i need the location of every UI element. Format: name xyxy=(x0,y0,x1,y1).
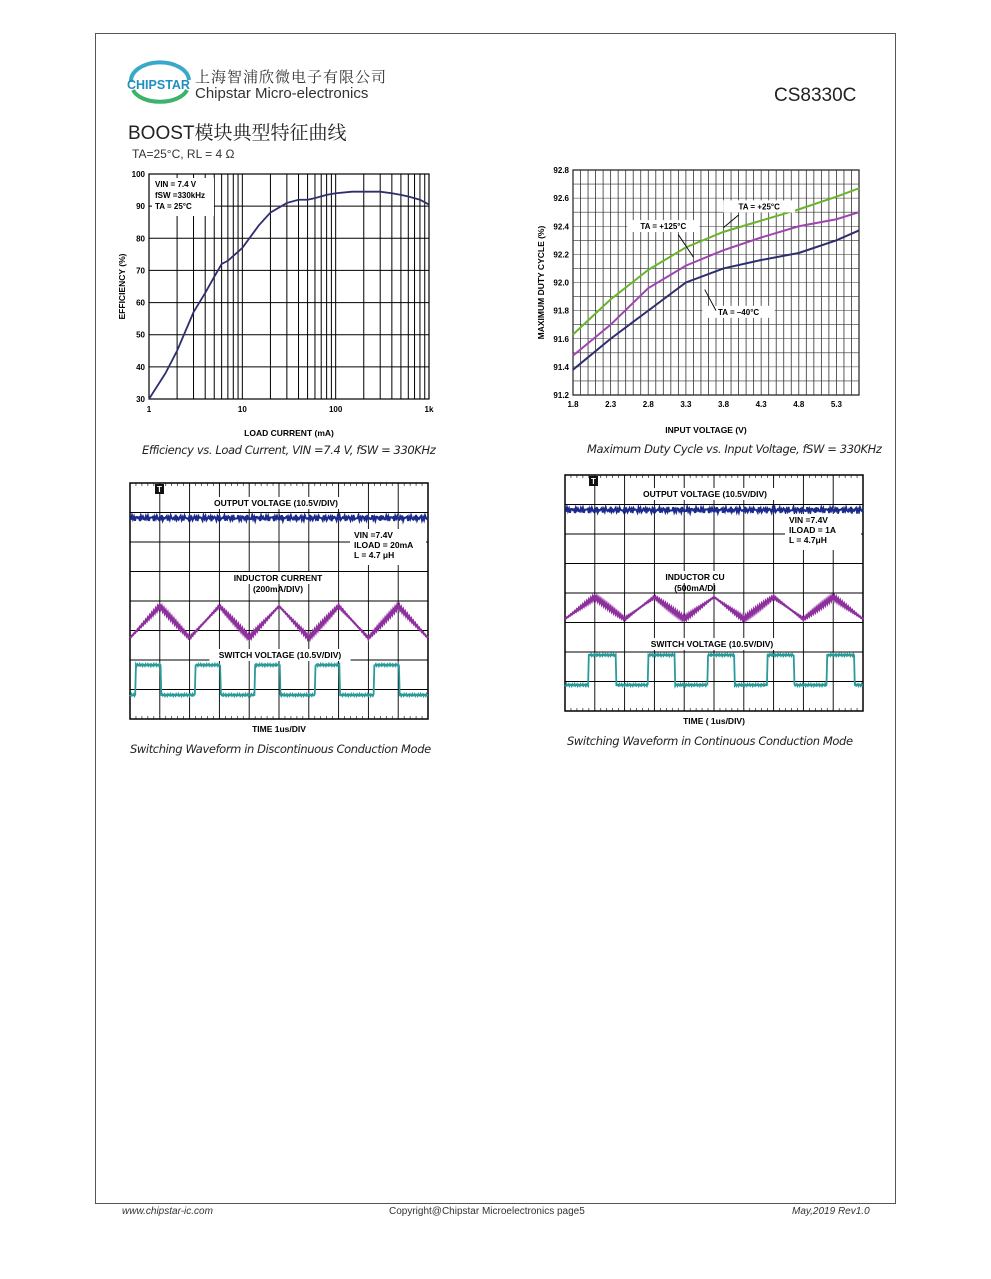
x-tick-label: 4.8 xyxy=(793,400,805,409)
y-tick-label: 92.8 xyxy=(553,166,569,175)
efficiency-chart xyxy=(110,162,450,442)
y-tick-label: 60 xyxy=(136,298,145,308)
y-tick-label: 30 xyxy=(136,395,145,404)
y-tick-label: 90 xyxy=(136,202,145,212)
output-voltage-label: OUTPUT VOLTAGE (10.5V/DIV) xyxy=(214,498,338,508)
switch-voltage-label: SWITCH VOLTAGE (10.5V/DIV) xyxy=(218,650,342,660)
ccm-waveform-chart xyxy=(555,468,875,734)
y-tick-label: 91.2 xyxy=(553,391,569,400)
x-tick-label: 1k xyxy=(424,405,434,414)
trigger-label: T xyxy=(591,477,596,486)
footer-copyright: Copyright@Chipstar Microelectronics page5 xyxy=(389,1206,585,1217)
x-tick-label: 5.3 xyxy=(830,400,842,409)
ccm-caption: Switching Waveform in Continuous Conduction Mode xyxy=(567,734,853,748)
chipstar-logo xyxy=(125,60,195,106)
x-axis-label: LOAD CURRENT (mA) xyxy=(244,428,334,438)
y-tick-label: 100 xyxy=(131,170,145,179)
y-tick-label: 50 xyxy=(136,330,145,340)
company-name-cn: 上海智浦欣微电子有限公司 xyxy=(195,69,388,86)
series-label: TA = –40°C xyxy=(717,307,760,317)
x-tick-label: 2.8 xyxy=(642,400,654,409)
inductor-current-label: INDUCTOR CU xyxy=(665,572,725,582)
dcm-caption: Switching Waveform in Discontinuous Conduction Mode xyxy=(130,742,431,756)
footer-website[interactable]: www.chipstar-ic.com xyxy=(122,1206,213,1217)
y-axis-label: MAXIMUM DUTY CYCLE (%) xyxy=(536,225,546,340)
chart-annotation: TA = 25°C xyxy=(155,202,192,211)
efficiency-series-line xyxy=(149,192,429,399)
x-tick-label: 1.8 xyxy=(567,400,579,409)
series-label: TA = +25°C xyxy=(738,202,780,212)
duty-cycle-caption: Maximum Duty Cycle vs. Input Voltage, fSW = 330KHz xyxy=(587,442,882,456)
chart-annotation: L = 4.7μH xyxy=(789,535,827,545)
y-tick-label: 91.6 xyxy=(553,334,569,344)
x-tick-label: 3.8 xyxy=(717,400,730,409)
y-tick-label: 80 xyxy=(136,234,145,244)
x-axis-label: INPUT VOLTAGE (V) xyxy=(665,425,747,435)
y-tick-label: 92.0 xyxy=(553,278,569,288)
section-title: BOOST模块典型特征曲线 xyxy=(128,123,347,144)
inductor-current-label: INDUCTOR CURRENT xyxy=(233,573,323,583)
x-tick-label: 3.3 xyxy=(680,400,692,409)
logo-text: CHIPSTAR xyxy=(127,78,190,92)
inductor-scale-label: (200mA/DIV) xyxy=(252,584,304,594)
y-tick-label: 91.4 xyxy=(553,362,569,372)
section-conditions: TA=25°C, RL = 4 Ω xyxy=(132,147,235,161)
switch-voltage-label: SWITCH VOLTAGE (10.5V/DIV) xyxy=(650,639,774,649)
y-tick-label: 70 xyxy=(136,266,145,276)
part-number: CS8330C xyxy=(774,85,857,106)
y-tick-label: 91.8 xyxy=(553,306,569,316)
chart-annotation: ILOAD = 1A xyxy=(789,525,836,535)
x-axis-label: TIME 1us/DIV xyxy=(252,724,306,734)
x-tick-label: 2.3 xyxy=(605,400,617,409)
chart-annotation: fSW =330kHz xyxy=(155,191,206,200)
y-axis-label: EFFICIENCY (%) xyxy=(117,253,127,320)
company-name-en: Chipstar Micro-electronics xyxy=(195,85,369,102)
chart-annotation: VIN =7.4V xyxy=(354,530,393,540)
duty-cycle-chart xyxy=(530,160,870,442)
footer-revision: May,2019 Rev1.0 xyxy=(792,1206,870,1217)
x-tick-label: 1 xyxy=(146,405,152,414)
x-tick-label: 100 xyxy=(328,405,343,414)
chart-annotation: VIN = 7.4 V xyxy=(155,180,197,189)
y-tick-label: 40 xyxy=(136,362,145,372)
efficiency-caption: Efficiency vs. Load Current, VIN =7.4 V, fSW = 330KHz xyxy=(142,443,436,457)
chart-annotation: L = 4.7 μH xyxy=(354,550,395,560)
x-axis-label: TIME ( 1us/DIV) xyxy=(683,716,745,726)
series-label: TA = +125°C xyxy=(640,222,687,232)
output-voltage-label: OUTPUT VOLTAGE (10.5V/DIV) xyxy=(643,489,767,499)
inductor-scale-label: (500mA/DI xyxy=(674,583,716,593)
trigger-label: T xyxy=(157,485,162,494)
y-tick-label: 92.2 xyxy=(553,250,569,260)
y-tick-label: 92.4 xyxy=(553,222,569,232)
chart-annotation: ILOAD = 20mA xyxy=(354,540,414,550)
y-tick-label: 92.6 xyxy=(553,194,569,204)
x-tick-label: 10 xyxy=(237,405,247,414)
chart-annotation: VIN =7.4V xyxy=(789,515,828,525)
dcm-waveform-chart xyxy=(120,476,440,742)
x-tick-label: 4.3 xyxy=(755,400,767,409)
